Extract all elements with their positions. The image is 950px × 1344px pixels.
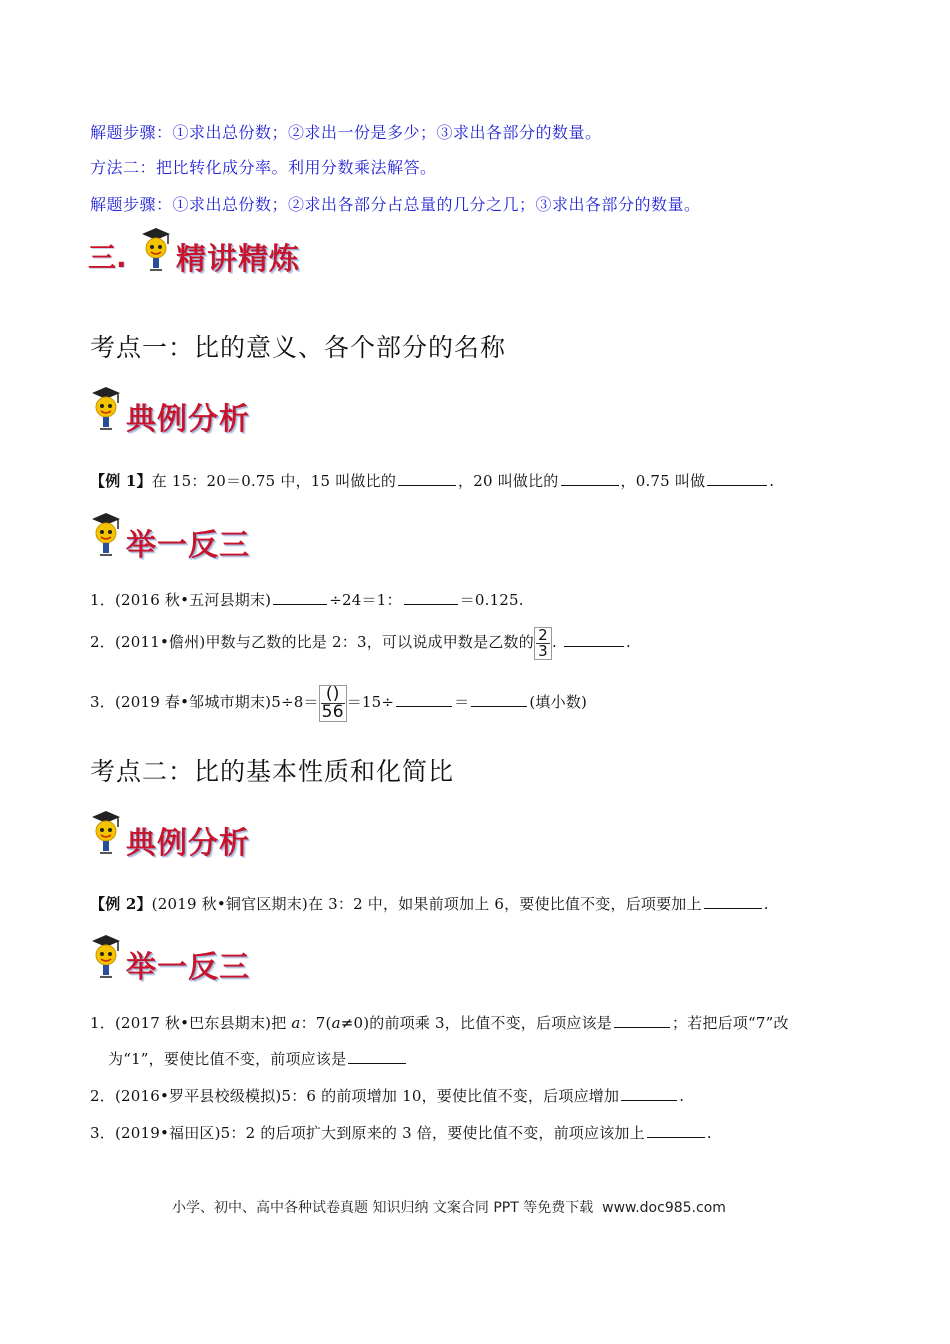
answer-blank[interactable] — [348, 1049, 406, 1064]
footer-text: 小学、初中、高中各种试卷真题 知识归纳 文案合同 PPT 等免费下载 — [172, 1200, 594, 1216]
question-text: ＝ — [454, 693, 470, 711]
question-text: 1．(2016 秋•五河县期末) — [90, 591, 272, 609]
topic1-question-2 — [90, 622, 631, 662]
question-text: . — [551, 633, 557, 651]
variable: a — [331, 1014, 341, 1032]
answer-blank[interactable] — [704, 894, 762, 909]
example-banner-1-title: 典例分析 — [126, 402, 250, 437]
question-text: 2．(2016•罗平县校级模拟)5：6 的前项增加 10，要使比值不变，后项应增加 — [90, 1087, 620, 1105]
example-banner-1 — [88, 382, 268, 438]
example-2-text-2: . — [763, 895, 769, 913]
question-text: . — [679, 1087, 685, 1105]
fraction-numerator: 2 — [536, 628, 550, 644]
question-text: ；若把后项“7”改 — [672, 1014, 789, 1032]
example-1-text-4: . — [769, 472, 775, 490]
question-text: ≠0)的前项乘 3，比值不变，后项应该是 — [340, 1014, 612, 1032]
answer-blank[interactable] — [621, 1086, 677, 1101]
answer-blank[interactable] — [564, 632, 624, 647]
question-text: (填小数) — [529, 693, 588, 711]
fraction — [534, 627, 552, 660]
question-text: . — [625, 633, 631, 651]
example-banner-2 — [88, 806, 268, 862]
example-1-text-3: ，0.75 叫做 — [620, 472, 706, 490]
mascot-icon — [88, 930, 122, 982]
question-text: 1．(2017 秋•巴东县期末)把 — [90, 1014, 292, 1032]
mascot-icon — [88, 382, 122, 434]
mascot-icon — [138, 224, 172, 274]
answer-blank[interactable] — [471, 692, 527, 707]
topic2-question-1-line-2 — [108, 1048, 408, 1069]
answer-blank[interactable] — [614, 1013, 670, 1028]
question-text: 为“1”，要使比值不变，前项应该是 — [108, 1050, 347, 1068]
answer-blank[interactable] — [707, 471, 767, 486]
footer-link[interactable]: www.doc985.com — [602, 1200, 726, 1216]
question-text: . — [706, 1124, 712, 1142]
question-text: 3．(2019 春•邹城市期末)5÷8＝ — [90, 693, 319, 711]
practice-banner-2 — [88, 930, 268, 986]
section-banner — [88, 222, 318, 282]
answer-blank[interactable] — [396, 692, 452, 707]
fraction-denominator: 56 — [321, 701, 344, 722]
example-1-text-1: 在 15：20＝0.75 中，15 叫做比的 — [151, 472, 397, 490]
topic2-question-2 — [90, 1085, 684, 1106]
example-2-text-1: (2019 秋•铜官区期末)在 3：2 中，如果前项加上 6，要使比值不变，后项要加上 — [151, 895, 702, 913]
question-text: ＝15÷ — [346, 693, 395, 711]
intro-line-2: 方法二：把比转化成分率。利用分数乘法解答。 — [90, 158, 437, 177]
topic2-question-3 — [90, 1122, 712, 1143]
fraction-denominator: 3 — [538, 641, 548, 660]
mascot-icon — [88, 806, 122, 858]
topic1-question-3 — [90, 680, 587, 724]
footer — [172, 1197, 726, 1217]
practice-banner-1-title: 举一反三 — [126, 528, 250, 563]
example-2-label: 【例 2】 — [90, 895, 152, 913]
practice-banner-2-title: 举一反三 — [126, 950, 250, 985]
section-number: 三. — [88, 241, 127, 274]
example-2 — [90, 893, 769, 914]
practice-banner-1 — [88, 508, 268, 564]
fraction-numerator: () — [321, 686, 345, 704]
answer-blank[interactable] — [404, 590, 458, 605]
question-text: ＝0.125. — [459, 591, 524, 609]
variable: a — [291, 1014, 301, 1032]
answer-blank[interactable] — [398, 471, 456, 486]
fraction — [319, 685, 347, 722]
topic2-heading: 考点二：比的基本性质和化简比 — [90, 757, 455, 786]
answer-blank[interactable] — [647, 1123, 705, 1138]
intro-line-3: 解题步骤：①求出总份数；②求出各部分占总量的几分之几；③求出各部分的数量。 — [90, 195, 701, 214]
answer-blank[interactable] — [273, 590, 327, 605]
question-text: ÷24＝1： — [329, 591, 402, 609]
example-1-text-2: ，20 叫做比的 — [458, 472, 559, 490]
topic2-question-1 — [90, 1012, 789, 1033]
intro-line-1: 解题步骤：①求出总份数；②求出一份是多少；③求出各部分的数量。 — [90, 123, 602, 142]
mascot-icon — [88, 508, 122, 560]
example-1 — [90, 470, 774, 491]
question-text: 2．(2011•儋州)甲数与乙数的比是 2：3，可以说成甲数是乙数的 — [90, 633, 534, 651]
question-text: ：7( — [300, 1014, 332, 1032]
topic1-heading: 考点一：比的意义、各个部分的名称 — [90, 333, 507, 362]
example-1-label: 【例 1】 — [90, 472, 152, 490]
section-banner-title: 精讲精炼 — [176, 242, 300, 277]
question-text: 3．(2019•福田区)5：2 的后项扩大到原来的 3 倍，要使比值不变，前项应该加上 — [90, 1124, 645, 1142]
example-banner-2-title: 典例分析 — [126, 826, 250, 861]
topic1-question-1 — [90, 589, 524, 610]
answer-blank[interactable] — [561, 471, 619, 486]
